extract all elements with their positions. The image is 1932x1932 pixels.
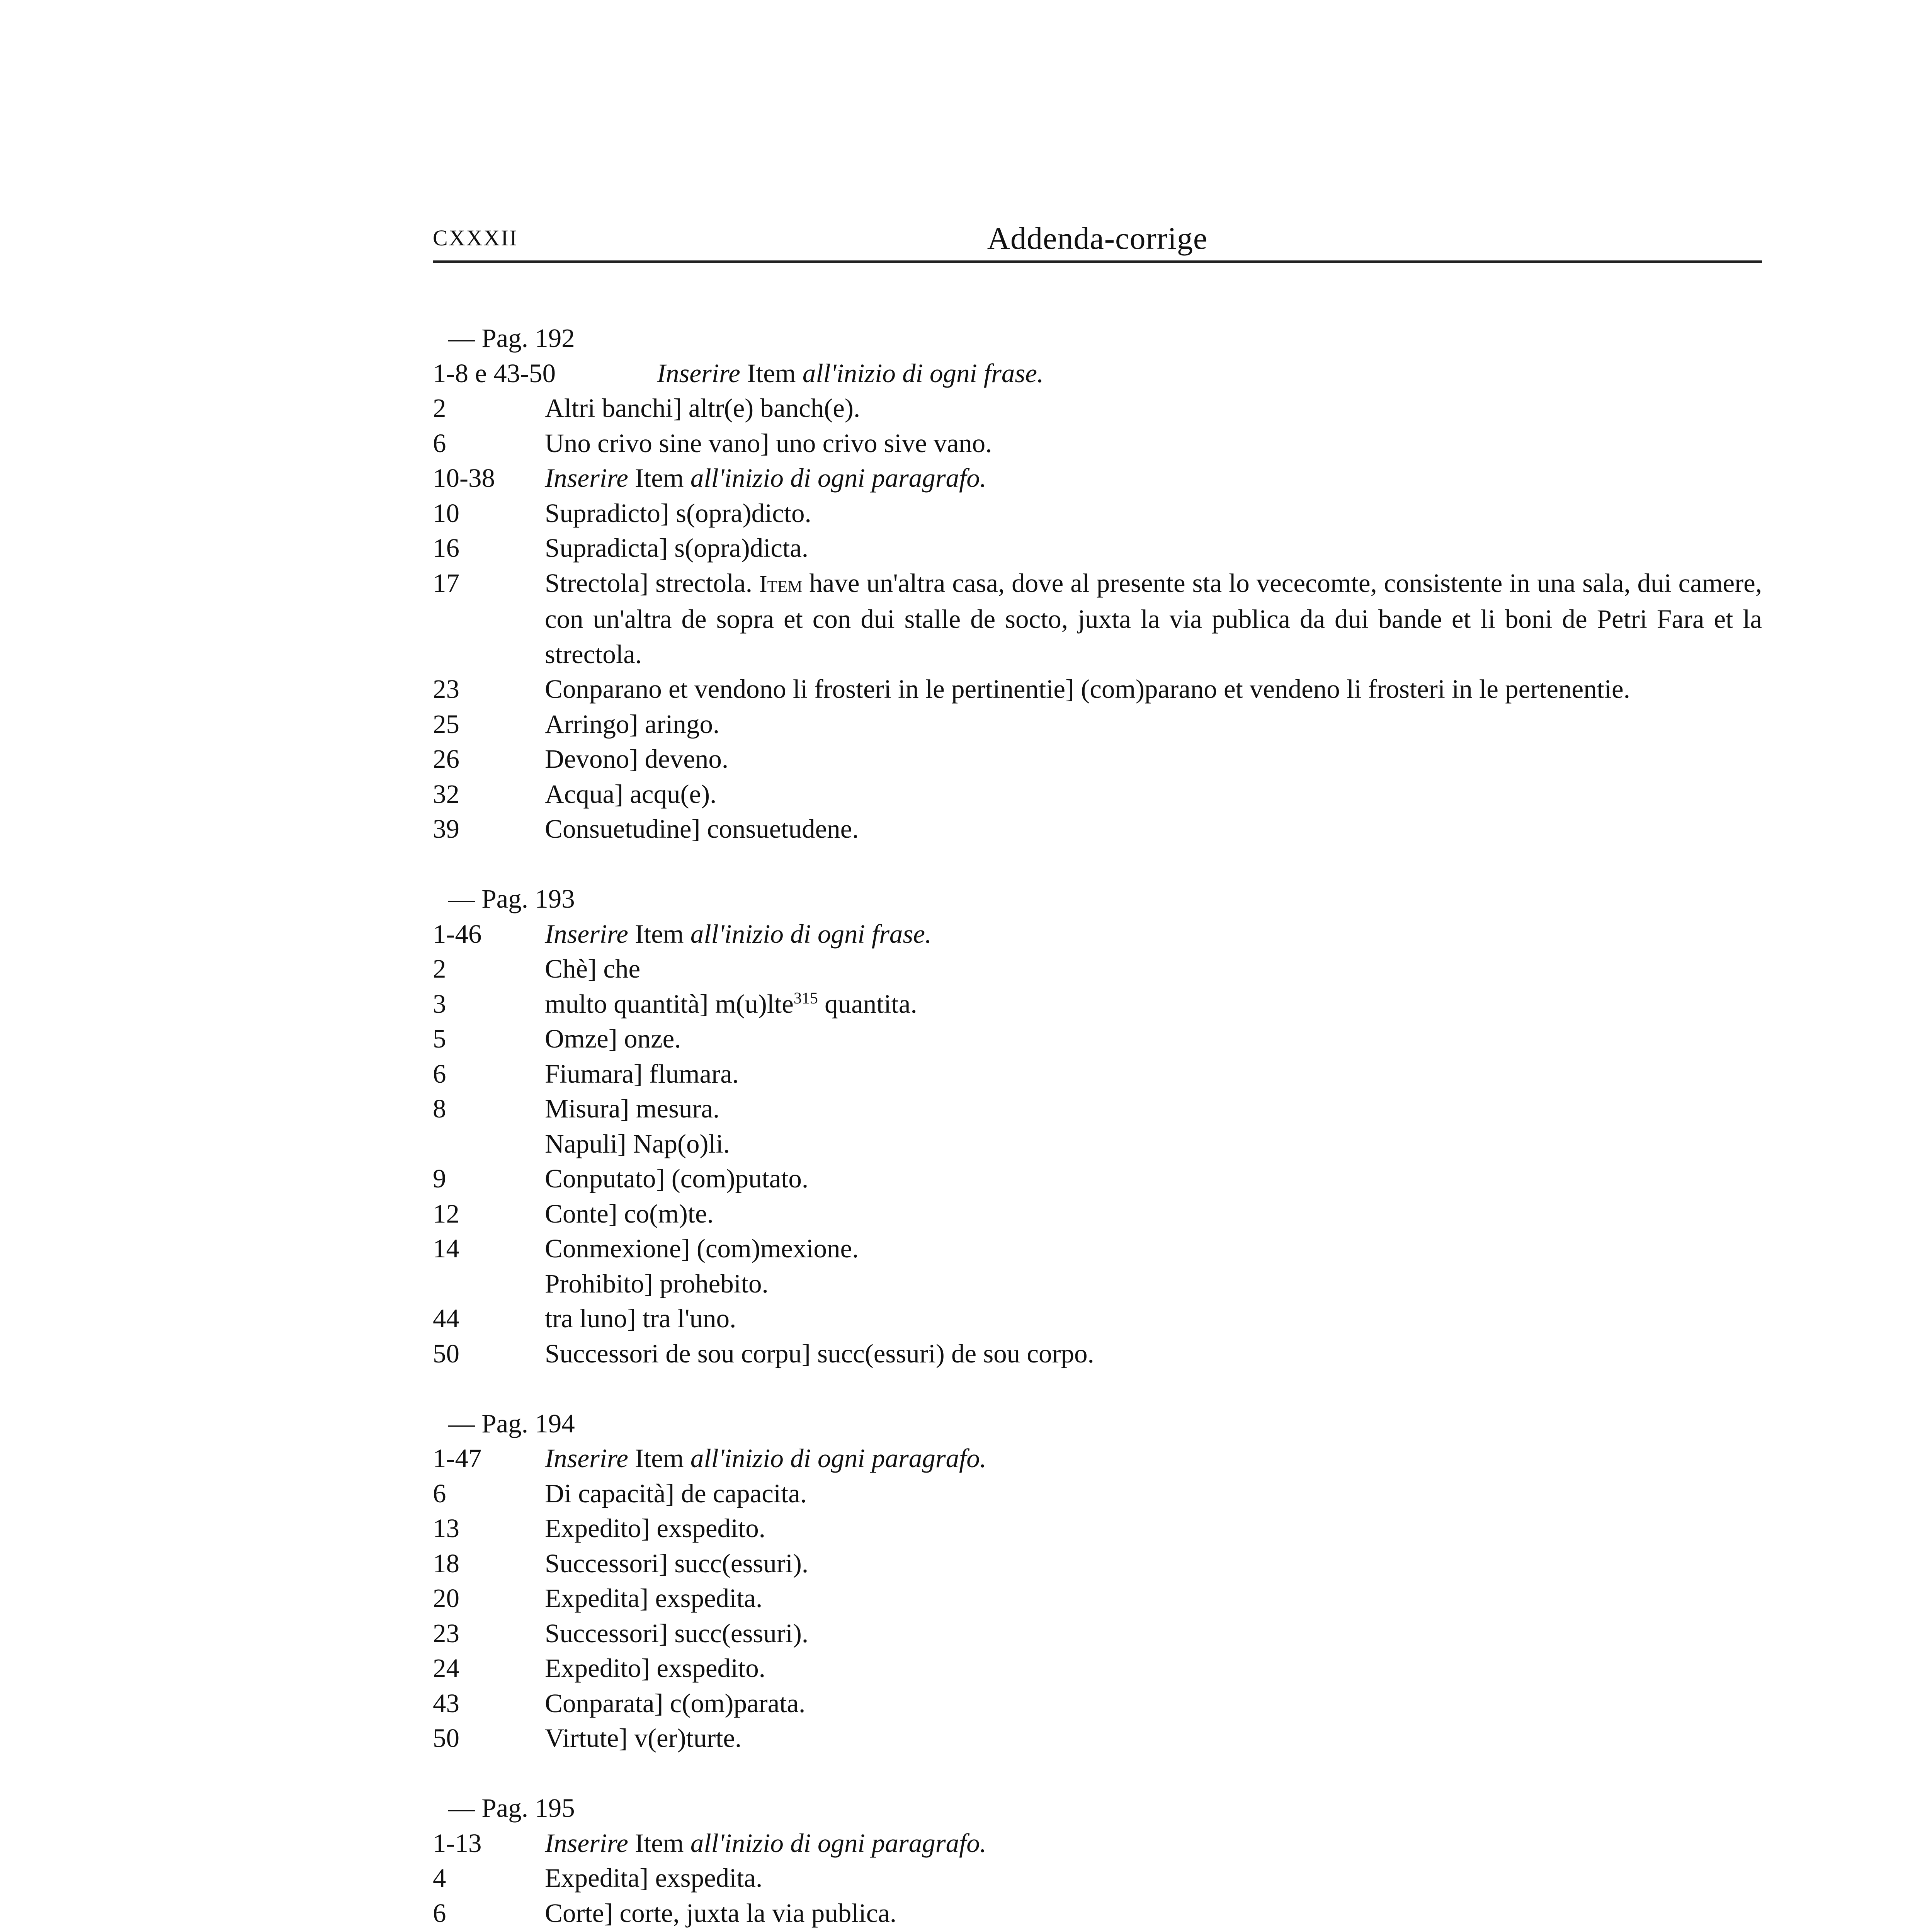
correction-entry bbox=[433, 1161, 1762, 1196]
entry-text: Prohibito] prohebito. bbox=[545, 1269, 769, 1298]
entry-text: Inserire Item all'inizio di ogni paragrafo. bbox=[545, 1828, 987, 1858]
correction-entry bbox=[433, 811, 1762, 847]
entry-text: Omze] onze. bbox=[545, 1024, 681, 1053]
instruction-entry bbox=[433, 1826, 1762, 1861]
entry-text: Conmexione] (com)mexione. bbox=[545, 1234, 859, 1263]
entry-text: Misura] mesura. bbox=[545, 1094, 720, 1123]
entry-text: Expedita] exspedita. bbox=[545, 1583, 763, 1613]
entry-text: multo quantità] m(u)lte$^{315}$ quantita. bbox=[545, 989, 917, 1019]
correction-entry bbox=[433, 672, 1762, 707]
line-number: 5 bbox=[433, 1024, 446, 1053]
entry-text: Successori] succ(essuri). bbox=[545, 1548, 809, 1578]
page-reference: — Pag. 193 bbox=[448, 884, 575, 913]
correction-entry bbox=[433, 1056, 1762, 1092]
correction-entry bbox=[433, 426, 1762, 461]
section-pag-195 bbox=[433, 1791, 1762, 1932]
footnote-reference: 315 bbox=[793, 989, 818, 1007]
correction-entry bbox=[433, 777, 1762, 812]
correction-entry bbox=[433, 1266, 1762, 1301]
page-reference: — Pag. 192 bbox=[448, 323, 575, 353]
entry-text: Inserire Item all'inizio di ogni frase. bbox=[545, 919, 932, 949]
section-pag-194 bbox=[433, 1406, 1762, 1756]
line-number: 1-8 e 43-50 bbox=[433, 358, 556, 388]
entry-text: Successori de sou corpu] succ(essuri) de sou corpo. bbox=[545, 1338, 1094, 1368]
entry-text: Arringo] aringo. bbox=[545, 709, 720, 739]
entry-text: Conte] co(m)te. bbox=[545, 1199, 714, 1228]
correction-entry bbox=[433, 1091, 1762, 1126]
line-number: 10 bbox=[433, 498, 459, 528]
correction-entry bbox=[433, 531, 1762, 566]
section-pag-192 bbox=[433, 321, 1762, 847]
entry-text: Supradicto] s(opra)dicto. bbox=[545, 498, 811, 528]
line-number: 13 bbox=[433, 1514, 459, 1543]
running-head bbox=[433, 220, 1762, 263]
entry-text: Strectola] strectola. Item have un'altra casa, dove al presente sta lo vececomte, consistente in una sala, dui camere, con un'altra de sopra et con dui stalle de socto, juxta la via publica da dui bande et li boni de Petri Fara et la strectola. bbox=[545, 568, 1762, 669]
entry-text: Conparano et vendono li frosteri in le pertinentie] (com)parano et vendeno li frosteri in le pertenentie. bbox=[545, 674, 1630, 704]
line-number: 1-47 bbox=[433, 1444, 482, 1473]
line-number: 50 bbox=[433, 1723, 459, 1753]
line-number: 25 bbox=[433, 709, 459, 739]
line-number: 6 bbox=[433, 1059, 446, 1088]
line-number: 23 bbox=[433, 1618, 459, 1648]
line-number: 12 bbox=[433, 1199, 459, 1228]
page-reference: — Pag. 195 bbox=[448, 1793, 575, 1823]
line-number: 14 bbox=[433, 1234, 459, 1263]
correction-entry bbox=[433, 1511, 1762, 1546]
entry-text bbox=[545, 1930, 1762, 1932]
correction-entry bbox=[433, 391, 1762, 426]
entry-text: Successori] succ(essuri). bbox=[545, 1618, 809, 1648]
entry-text: Inserire Item all'inizio di ogni paragrafo. bbox=[545, 463, 987, 493]
correction-entry bbox=[433, 742, 1762, 777]
entry-text: tra luno] tra l'uno. bbox=[545, 1304, 736, 1333]
correction-entry bbox=[433, 1581, 1762, 1616]
entry-text: Devono] deveno. bbox=[545, 744, 729, 774]
correction-entry bbox=[433, 1196, 1762, 1231]
entry-text: Di capacità] de capacita. bbox=[545, 1478, 807, 1508]
line-number bbox=[433, 1930, 545, 1932]
entry-text: Inserire Item all'inizio di ogni paragrafo. bbox=[545, 1444, 987, 1473]
correction-entry bbox=[433, 1616, 1762, 1651]
correction-entry bbox=[433, 566, 1762, 672]
line-number: 26 bbox=[433, 744, 459, 774]
line-number: 6 bbox=[433, 1478, 446, 1508]
line-number: 44 bbox=[433, 1304, 459, 1333]
correction-entry bbox=[433, 1686, 1762, 1721]
line-number: 23 bbox=[433, 674, 459, 704]
line-number: 32 bbox=[433, 779, 459, 809]
correction-entry bbox=[433, 1651, 1762, 1686]
line-number: 16 bbox=[433, 533, 459, 563]
correction-entry bbox=[433, 496, 1762, 531]
entry-text: Uno crivo sine vano] uno crivo sive vano. bbox=[545, 428, 992, 458]
correction-entry bbox=[433, 1930, 1762, 1932]
instruction-entry bbox=[433, 1441, 1762, 1476]
correction-entry bbox=[433, 1021, 1762, 1056]
line-number: 50 bbox=[433, 1338, 459, 1368]
line-number: 20 bbox=[433, 1583, 459, 1613]
line-number: 1-46 bbox=[433, 919, 482, 949]
entry-text: Chè] che bbox=[545, 954, 641, 983]
line-number: 10-38 bbox=[433, 463, 495, 493]
instruction-entry bbox=[433, 461, 1762, 496]
entry-text: Supradicta] s(opra)dicta. bbox=[545, 533, 809, 563]
instruction-entry bbox=[433, 356, 1762, 391]
correction-entry bbox=[433, 707, 1762, 742]
line-number: 6 bbox=[433, 428, 446, 458]
line-number: 24 bbox=[433, 1653, 459, 1683]
correction-entry bbox=[433, 1301, 1762, 1336]
line-number: 1-13 bbox=[433, 1828, 482, 1858]
correction-entry bbox=[433, 1861, 1762, 1896]
entry-text: Corte] corte, juxta la via publica. bbox=[545, 1898, 897, 1928]
line-number: 18 bbox=[433, 1548, 459, 1578]
line-number: 8 bbox=[433, 1094, 446, 1123]
line-number: 4 bbox=[433, 1863, 446, 1893]
page-reference: — Pag. 194 bbox=[448, 1408, 575, 1438]
line-number: 2 bbox=[433, 954, 446, 983]
correction-entry bbox=[433, 1126, 1762, 1162]
line-number: 43 bbox=[433, 1688, 459, 1718]
entry-text: Altri banchi] altr(e) banch(e). bbox=[545, 393, 861, 423]
correction-entry bbox=[433, 951, 1762, 986]
correction-entry bbox=[433, 1476, 1762, 1511]
entry-text: Inserire Item all'inizio di ogni frase. bbox=[657, 358, 1044, 388]
entry-text: Conparata] c(om)parata. bbox=[545, 1688, 806, 1718]
correction-entry bbox=[433, 1721, 1762, 1756]
line-number: 3 bbox=[433, 989, 446, 1019]
line-number: 39 bbox=[433, 814, 459, 844]
correction-entry bbox=[433, 1336, 1762, 1371]
page-folio: CXXXII bbox=[433, 225, 518, 250]
entry-text: Consuetudine] consuetudene. bbox=[545, 814, 859, 844]
entry-text: Fiumara] flumara. bbox=[545, 1059, 739, 1088]
correction-entry bbox=[433, 986, 1762, 1022]
section-pag-193 bbox=[433, 881, 1762, 1371]
correction-entry bbox=[433, 1896, 1762, 1931]
corrigenda-list bbox=[433, 321, 1762, 1932]
entry-text: Expedito] exspedito. bbox=[545, 1653, 766, 1683]
line-number: 9 bbox=[433, 1164, 446, 1193]
entry-text: Conputato] (com)putato. bbox=[545, 1164, 809, 1193]
line-number: 2 bbox=[433, 393, 446, 423]
instruction-entry bbox=[433, 917, 1762, 952]
line-number: 6 bbox=[433, 1898, 446, 1928]
entry-text: Acqua] acqu(e). bbox=[545, 779, 717, 809]
page-title: Addenda-corrige bbox=[987, 221, 1208, 256]
entry-text: Napuli] Nap(o)li. bbox=[545, 1129, 730, 1158]
line-number: 17 bbox=[433, 568, 459, 598]
entry-text: Virtute] v(er)turte. bbox=[545, 1723, 742, 1753]
correction-entry bbox=[433, 1231, 1762, 1266]
entry-text: Expedito] exspedito. bbox=[545, 1514, 766, 1543]
entry-text: Expedita] exspedita. bbox=[545, 1863, 763, 1893]
correction-entry bbox=[433, 1546, 1762, 1581]
